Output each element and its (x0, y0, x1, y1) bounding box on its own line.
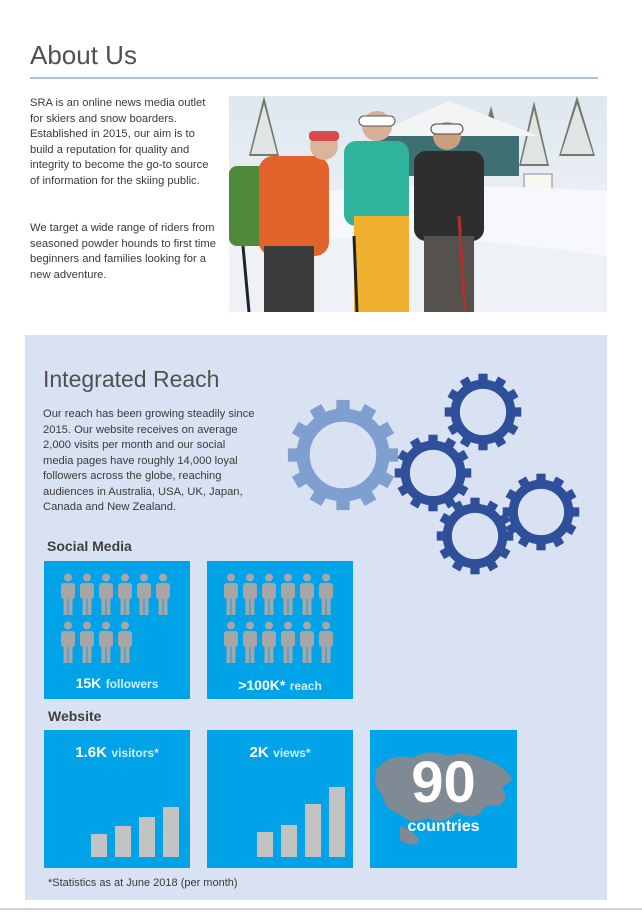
countries-label: countries (407, 818, 480, 835)
person-icon (79, 621, 95, 663)
reach-caption (207, 677, 353, 695)
person-icon (280, 621, 296, 663)
title-divider (30, 77, 598, 79)
person-icon (242, 621, 258, 663)
bar-mark (163, 807, 179, 857)
reach-tile (207, 561, 353, 699)
bar-mark (281, 825, 297, 857)
followers-label: followers (105, 677, 159, 691)
followers-value: 15K (75, 675, 102, 691)
person-icon (223, 621, 239, 663)
visitors-tile (44, 730, 190, 868)
person-icon (60, 573, 76, 615)
followers-caption (44, 675, 190, 693)
bar-mark (115, 826, 131, 857)
person-icon (155, 573, 171, 615)
bar-mark (257, 832, 273, 857)
reach-paragraph: Our reach has been growing steadily since 2015. Our website receives on average 2,000 visits per month and our social media pages have roughly 14,000 loyal followers across the globe, reaching audiences in Australia, USA, UK, Japan, Canada and New Zealand. (43, 408, 255, 513)
visitors-value: 1.6K (75, 744, 107, 761)
views-caption (207, 744, 353, 762)
gears-illustration (284, 370, 590, 580)
person-icon (318, 621, 334, 663)
person-icon (318, 573, 334, 615)
bar-mark (139, 817, 155, 857)
person-icon (117, 621, 133, 663)
person-icon (261, 621, 277, 663)
person-icon (299, 621, 315, 663)
bar-mark (329, 787, 345, 857)
bar-mark (91, 834, 107, 857)
visitors-caption (44, 744, 190, 762)
person-icon (79, 573, 95, 615)
person-icon (60, 621, 76, 663)
person-icon (280, 573, 296, 615)
countries-value: 90 (411, 750, 476, 815)
views-tile (207, 730, 353, 868)
person-icon (223, 573, 239, 615)
followers-tile (44, 561, 190, 699)
reach-value: >100K* (238, 677, 286, 693)
about-paragraph-2: We target a wide range of riders from seasoned powder hounds to first time beginners and families looking for a new adventure. (30, 222, 216, 281)
reach-label: reach (289, 679, 322, 693)
person-icon (98, 621, 114, 663)
person-icon (98, 573, 114, 615)
about-title: About Us (30, 40, 137, 70)
page-bottom-line (0, 908, 642, 910)
person-icon (117, 573, 133, 615)
about-paragraph-1: SRA is an online news media outlet for skiers and snow boarders. Established in 2015, our aim is to build a reputation for quality and integrity to become the go-to source of information for the skiing public. (30, 97, 209, 187)
visitors-label: visitors* (111, 746, 159, 760)
website-heading: Website (48, 708, 102, 724)
countries-tile (370, 730, 517, 868)
person-icon (299, 573, 315, 615)
views-value: 2K (249, 744, 269, 761)
person-icon (136, 573, 152, 615)
person-icon (242, 573, 258, 615)
views-label: views* (273, 746, 311, 760)
bar-mark (305, 804, 321, 857)
person-icon (261, 573, 277, 615)
social-media-heading: Social Media (47, 538, 132, 554)
reach-title: Integrated Reach (43, 366, 220, 392)
skiers-photo (229, 96, 607, 312)
statistics-footnote: *Statistics as at June 2018 (per month) (48, 877, 238, 889)
